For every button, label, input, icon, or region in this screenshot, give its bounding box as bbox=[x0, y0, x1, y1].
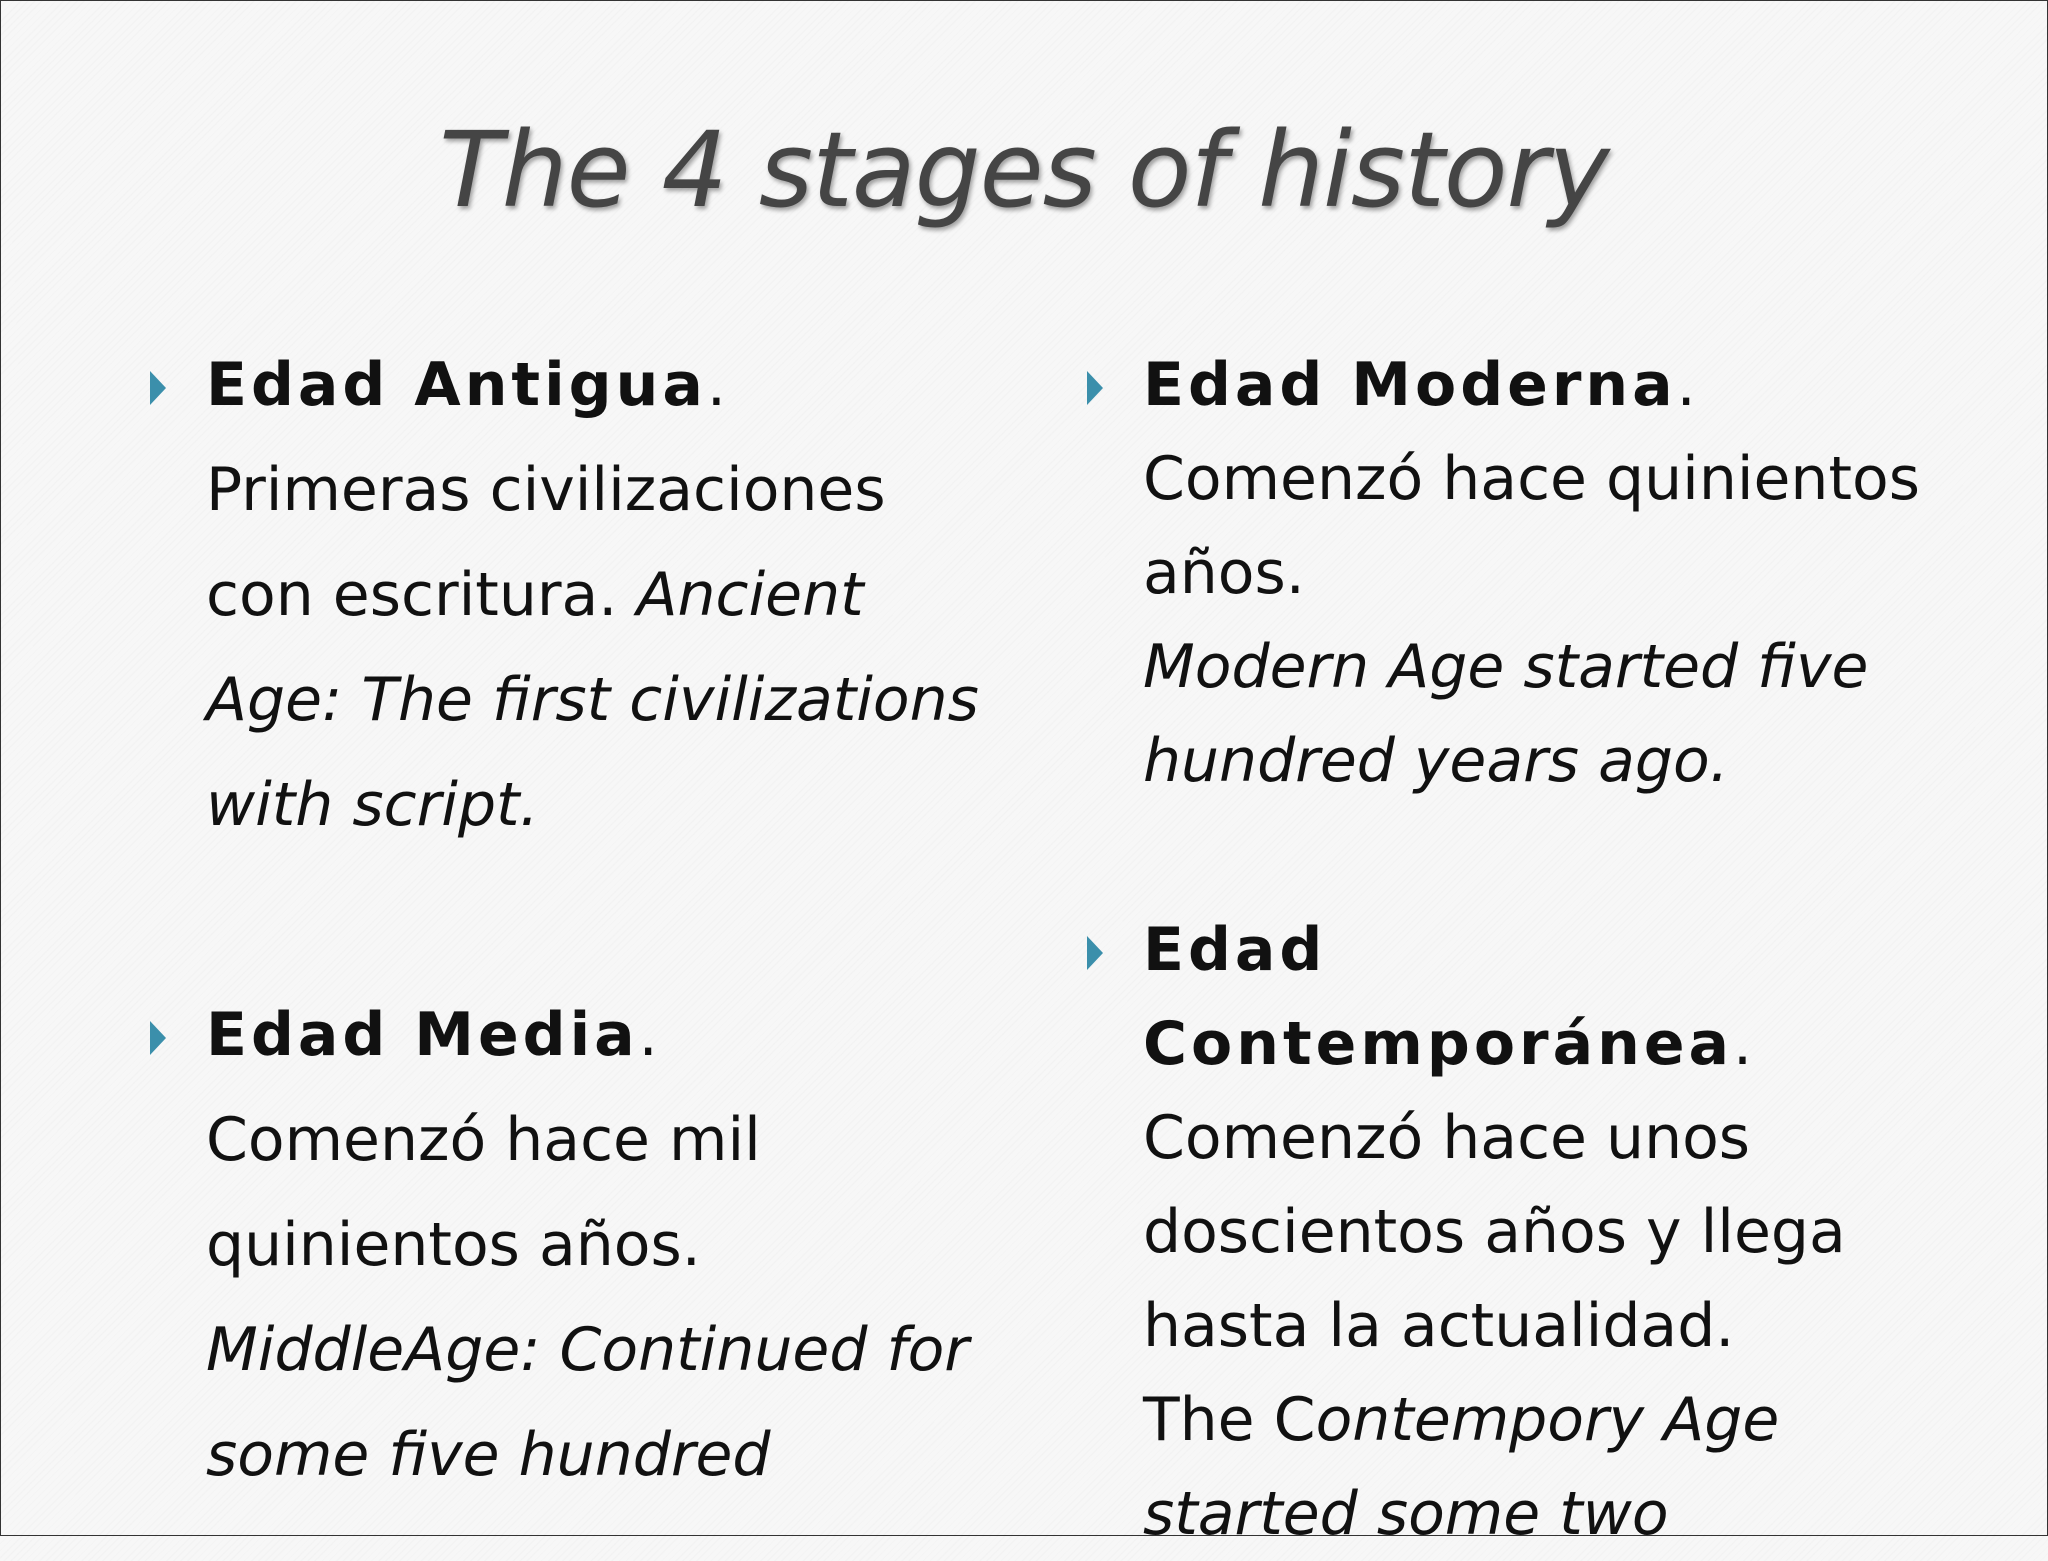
stage-antigua bbox=[206, 333, 1006, 858]
stage-heading: Edad Media bbox=[206, 1000, 639, 1070]
stage-heading: Edad Moderna bbox=[1143, 350, 1677, 420]
stage-description-es: Primeras civilizaciones con escritura. bbox=[206, 455, 886, 630]
heading-dot: . bbox=[706, 350, 726, 420]
heading-dot: . bbox=[638, 1000, 658, 1070]
stage-description-es: Comenzó hace quinientos años. bbox=[1143, 444, 1920, 608]
bullet-icon bbox=[1087, 936, 1103, 970]
stage-heading: Edad Contemporánea bbox=[1143, 915, 1734, 1079]
heading-dot: . bbox=[1676, 350, 1696, 420]
stage-contemporanea bbox=[1143, 903, 1943, 1561]
bullet-icon bbox=[1087, 371, 1103, 405]
stage-description-en-plain: The C bbox=[1143, 1385, 1316, 1455]
stage-description-en: Ancient Age: The first civilizations with script. bbox=[206, 560, 979, 840]
slide-title: The 4 stages of history bbox=[439, 109, 1609, 231]
stage-description-es: Comenzó hace unos doscientos años y llega hasta la actualidad. bbox=[1143, 1103, 1846, 1361]
stage-description-es: Comenzó hace mil quinientos años. bbox=[206, 1105, 761, 1280]
stage-description-en: ontempory Age started some two bbox=[1143, 1385, 1780, 1549]
bullet-icon bbox=[150, 371, 166, 405]
bullet-icon bbox=[150, 1021, 166, 1055]
stage-moderna bbox=[1143, 338, 1963, 808]
heading-dot: . bbox=[1733, 1009, 1753, 1079]
stage-heading: Edad Antigua bbox=[206, 350, 707, 420]
stage-description-en: Modern Age started five hundred years ago. bbox=[1143, 632, 1869, 796]
stage-description-en: MiddleAge: Continued for some five hundred bbox=[206, 1315, 969, 1490]
stage-media bbox=[206, 983, 1006, 1508]
